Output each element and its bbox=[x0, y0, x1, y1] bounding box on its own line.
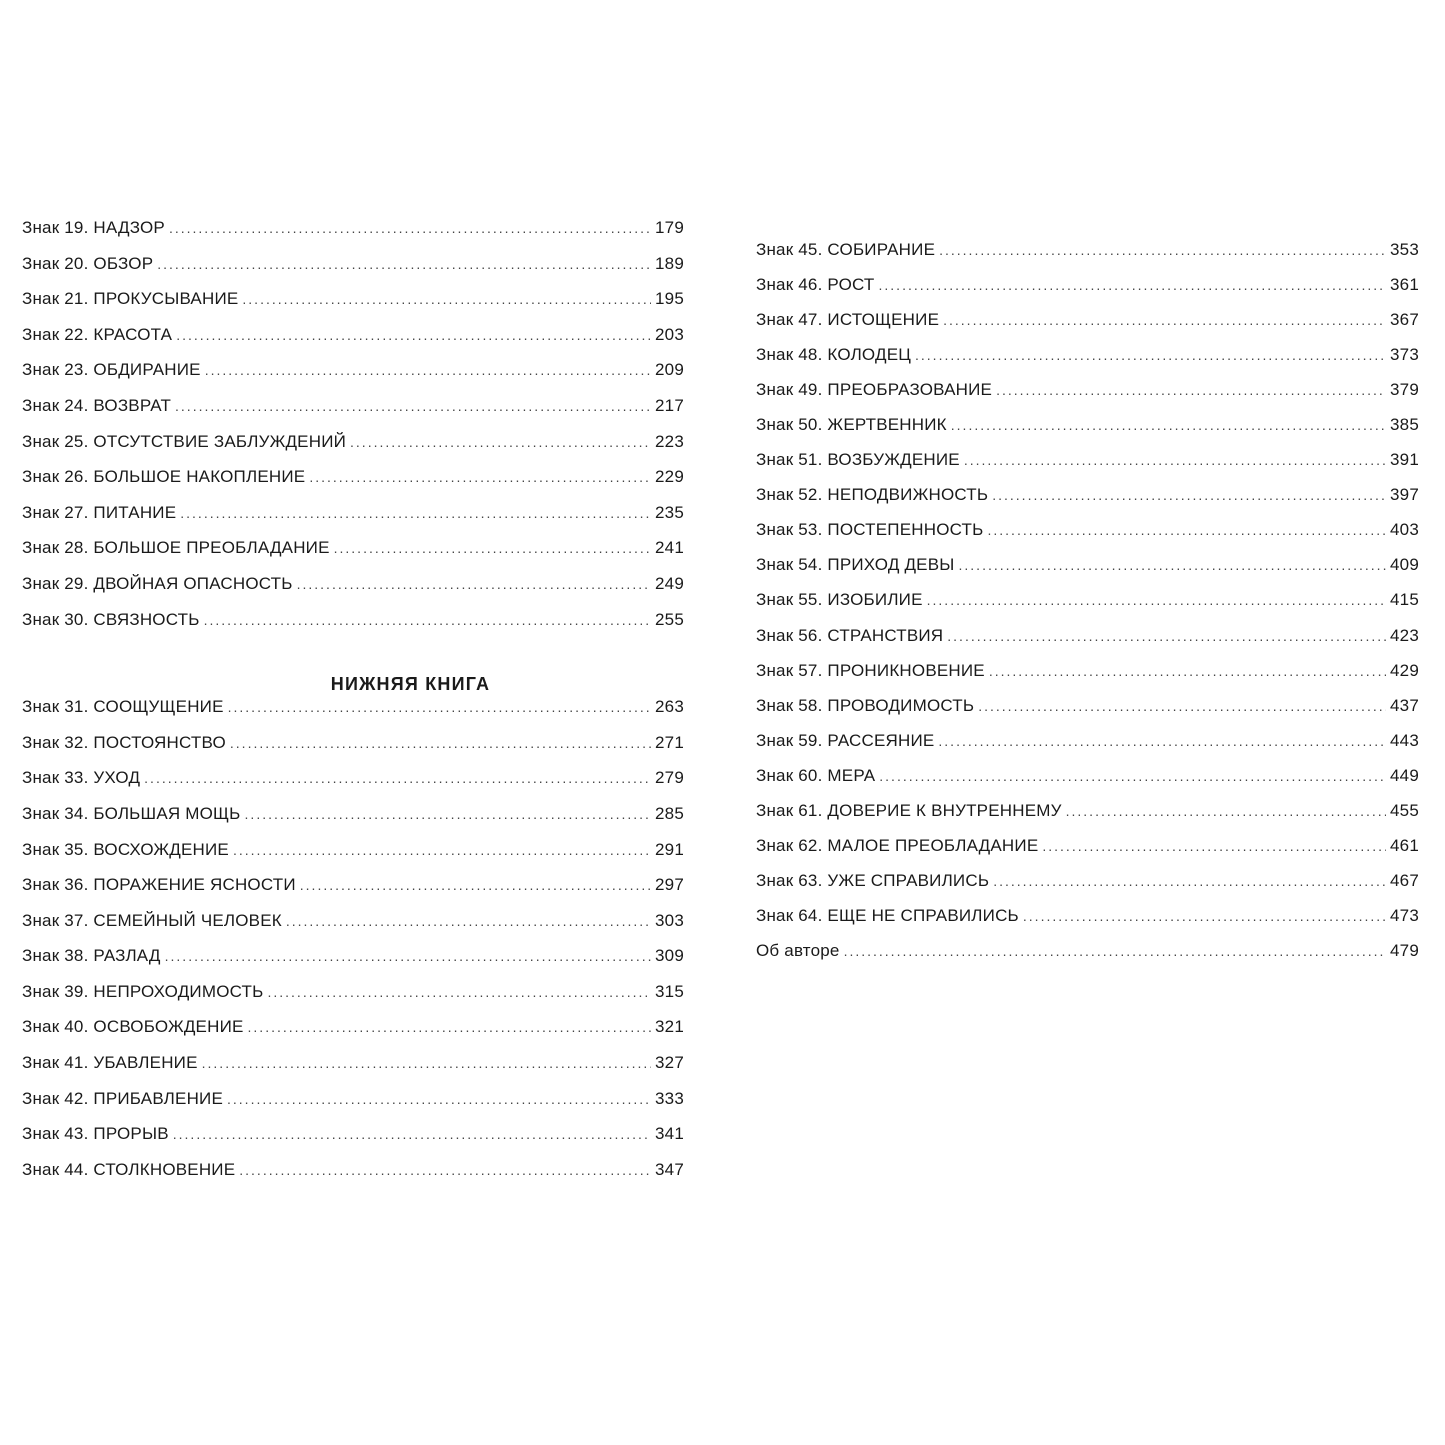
toc-entry-title: Знак 37. СЕМЕЙНЫЙ ЧЕЛОВЕК bbox=[22, 910, 282, 930]
toc-entry-page-number: 379 bbox=[1390, 380, 1419, 400]
toc-entry bbox=[22, 982, 684, 1018]
dot-leader bbox=[144, 770, 651, 786]
dot-leader bbox=[169, 220, 651, 236]
dot-leader bbox=[951, 417, 1386, 433]
toc-entry-title: Знак 41. УБАВЛЕНИЕ bbox=[22, 1053, 198, 1073]
toc-entry bbox=[22, 946, 684, 982]
toc-entry-page-number: 223 bbox=[655, 431, 684, 451]
toc-entry bbox=[22, 733, 684, 769]
toc-entry-page-number: 455 bbox=[1390, 800, 1419, 820]
toc-entry bbox=[22, 574, 684, 610]
toc-entry bbox=[22, 1017, 684, 1053]
toc-entry bbox=[756, 590, 1419, 625]
toc-entry-title: Знак 24. ВОЗВРАТ bbox=[22, 395, 172, 415]
toc-list-continued bbox=[756, 240, 1419, 976]
toc-entry-title: Знак 50. ЖЕРТВЕННИК bbox=[756, 415, 947, 435]
toc-entry-title: Знак 62. МАЛОЕ ПРЕОБЛАДАНИЕ bbox=[756, 835, 1039, 855]
dot-leader bbox=[939, 242, 1386, 258]
toc-entry-title: Знак 35. ВОСХОЖДЕНИЕ bbox=[22, 839, 229, 859]
dot-leader bbox=[943, 312, 1386, 328]
toc-entry-title: Знак 21. ПРОКУСЫВАНИЕ bbox=[22, 289, 239, 309]
dot-leader bbox=[175, 398, 651, 414]
toc-entry bbox=[22, 538, 684, 574]
toc-entry bbox=[756, 801, 1419, 836]
toc-right-column bbox=[756, 240, 1419, 976]
toc-entry bbox=[22, 768, 684, 804]
toc-list-upper-book bbox=[22, 218, 684, 645]
dot-leader bbox=[879, 277, 1387, 293]
toc-entry-page-number: 285 bbox=[655, 803, 684, 823]
toc-entry-page-number: 321 bbox=[655, 1017, 684, 1037]
dot-leader bbox=[248, 1019, 652, 1035]
toc-entry-page-number: 217 bbox=[655, 395, 684, 415]
toc-entry bbox=[756, 871, 1419, 906]
toc-entry-title: Знак 38. РАЗЛАД bbox=[22, 946, 161, 966]
toc-entry-page-number: 303 bbox=[655, 910, 684, 930]
dot-leader bbox=[180, 505, 651, 521]
toc-entry-title: Знак 53. ПОСТЕПЕННОСТЬ bbox=[756, 520, 984, 540]
toc-entry-page-number: 341 bbox=[655, 1124, 684, 1144]
toc-entry bbox=[756, 731, 1419, 766]
toc-entry bbox=[22, 1160, 684, 1196]
toc-entry bbox=[22, 911, 684, 947]
dot-leader bbox=[947, 628, 1386, 644]
toc-entry-title: Знак 33. УХОД bbox=[22, 768, 141, 788]
toc-entry-title: Знак 60. МЕРА bbox=[756, 765, 876, 785]
toc-entry bbox=[756, 766, 1419, 801]
dot-leader bbox=[978, 698, 1386, 714]
toc-entry-title: Знак 34. БОЛЬШАЯ МОЩЬ bbox=[22, 803, 241, 823]
toc-entry bbox=[22, 325, 684, 361]
toc-entry bbox=[756, 485, 1419, 520]
toc-entry-page-number: 385 bbox=[1390, 415, 1419, 435]
toc-entry-title: Знак 52. НЕПОДВИЖНОСТЬ bbox=[756, 485, 989, 505]
toc-entry bbox=[22, 804, 684, 840]
toc-entry-page-number: 315 bbox=[655, 981, 684, 1001]
toc-entry-page-number: 449 bbox=[1390, 765, 1419, 785]
toc-entry bbox=[756, 626, 1419, 661]
toc-entry-page-number: 437 bbox=[1390, 695, 1419, 715]
toc-entry-title: Знак 20. ОБЗОР bbox=[22, 253, 154, 273]
toc-entry-title: Знак 64. ЕЩЕ НЕ СПРАВИЛИСЬ bbox=[756, 905, 1019, 925]
toc-entry-page-number: 429 bbox=[1390, 660, 1419, 680]
toc-entry-page-number: 397 bbox=[1390, 485, 1419, 505]
toc-entry-title: Знак 30. СВЯЗНОСТЬ bbox=[22, 609, 200, 629]
toc-entry bbox=[22, 1089, 684, 1125]
toc-entry bbox=[22, 610, 684, 646]
toc-entry-title: Знак 28. БОЛЬШОЕ ПРЕОБЛАДАНИЕ bbox=[22, 538, 330, 558]
toc-entry bbox=[756, 310, 1419, 345]
toc-entry bbox=[756, 520, 1419, 555]
dot-leader bbox=[1023, 908, 1386, 924]
dot-leader bbox=[205, 362, 651, 378]
toc-entry-page-number: 353 bbox=[1390, 240, 1419, 259]
toc-entry-page-number: 297 bbox=[655, 875, 684, 895]
toc-entry-page-number: 473 bbox=[1390, 905, 1419, 925]
toc-entry-title: Знак 27. ПИТАНИЕ bbox=[22, 502, 177, 522]
toc-entry-page-number: 361 bbox=[1390, 275, 1419, 295]
dot-leader bbox=[202, 1055, 651, 1071]
toc-entry-title: Знак 48. КОЛОДЕЦ bbox=[756, 345, 912, 365]
toc-entry bbox=[756, 661, 1419, 696]
toc-entry-page-number: 409 bbox=[1390, 555, 1419, 575]
toc-entry-page-number: 241 bbox=[655, 538, 684, 558]
dot-leader bbox=[1066, 803, 1386, 819]
toc-entry bbox=[756, 450, 1419, 485]
toc-entry-page-number: 189 bbox=[655, 253, 684, 273]
toc-entry-page-number: 415 bbox=[1390, 590, 1419, 610]
toc-entry-page-number: 403 bbox=[1390, 520, 1419, 540]
toc-entry bbox=[22, 1053, 684, 1089]
toc-entry-title: Знак 36. ПОРАЖЕНИЕ ЯСНОСТИ bbox=[22, 875, 296, 895]
dot-leader bbox=[242, 291, 651, 307]
toc-entry bbox=[22, 360, 684, 396]
toc-entry-page-number: 373 bbox=[1390, 345, 1419, 365]
dot-leader bbox=[233, 842, 651, 858]
toc-entry bbox=[756, 240, 1419, 275]
dot-leader bbox=[879, 768, 1386, 784]
toc-entry bbox=[22, 396, 684, 432]
toc-entry-title: Знак 32. ПОСТОЯНСТВО bbox=[22, 732, 226, 752]
dot-leader bbox=[915, 347, 1386, 363]
toc-entry-page-number: 327 bbox=[655, 1053, 684, 1073]
toc-entry-title: Знак 61. ДОВЕРИЕ К ВНУТРЕННЕМУ bbox=[756, 800, 1062, 820]
toc-entry-title: Знак 45. СОБИРАНИЕ bbox=[756, 240, 936, 259]
toc-entry bbox=[756, 380, 1419, 415]
dot-leader bbox=[350, 434, 651, 450]
toc-entry-title: Знак 22. КРАСОТА bbox=[22, 324, 173, 344]
toc-entry-page-number: 347 bbox=[655, 1159, 684, 1179]
toc-entry-title: Знак 43. ПРОРЫВ bbox=[22, 1124, 169, 1144]
toc-entry bbox=[22, 432, 684, 468]
dot-leader bbox=[165, 948, 651, 964]
toc-entry-title: Знак 51. ВОЗБУЖДЕНИЕ bbox=[756, 450, 960, 470]
dot-leader bbox=[334, 540, 651, 556]
toc-entry-title: Знак 19. НАДЗОР bbox=[22, 218, 165, 237]
toc-entry-page-number: 291 bbox=[655, 839, 684, 859]
toc-entry-page-number: 263 bbox=[655, 697, 684, 717]
toc-entry-title: Знак 44. СТОЛКНОВЕНИЕ bbox=[22, 1159, 236, 1179]
toc-entry-title: Знак 58. ПРОВОДИМОСТЬ bbox=[756, 695, 975, 715]
toc-entry-title: Знак 49. ПРЕОБРАЗОВАНИЕ bbox=[756, 380, 993, 400]
dot-leader bbox=[964, 452, 1386, 468]
toc-entry bbox=[756, 696, 1419, 731]
toc-entry-title: Об авторе bbox=[756, 940, 840, 960]
dot-leader bbox=[173, 1126, 651, 1142]
toc-entry-page-number: 235 bbox=[655, 502, 684, 522]
section-heading: НИЖНЯЯ КНИГА bbox=[330, 674, 491, 695]
dot-leader bbox=[297, 576, 651, 592]
toc-entry bbox=[22, 503, 684, 539]
toc-entry-page-number: 461 bbox=[1390, 835, 1419, 855]
toc-entry bbox=[756, 555, 1419, 590]
toc-entry bbox=[756, 275, 1419, 310]
toc-entry-page-number: 479 bbox=[1390, 940, 1419, 960]
toc-entry-page-number: 279 bbox=[655, 768, 684, 788]
dot-leader bbox=[927, 592, 1386, 608]
toc-entry-page-number: 249 bbox=[655, 573, 684, 593]
toc-entry-page-number: 367 bbox=[1390, 310, 1419, 330]
toc-entry-page-number: 203 bbox=[655, 324, 684, 344]
toc-entry-title: Знак 47. ИСТОЩЕНИЕ bbox=[756, 310, 940, 330]
toc-entry-page-number: 271 bbox=[655, 732, 684, 752]
toc-entry bbox=[756, 941, 1419, 976]
toc-entry-title: Знак 40. ОСВОБОЖДЕНИЕ bbox=[22, 1017, 244, 1037]
dot-leader bbox=[230, 735, 651, 751]
toc-entry-title: Знак 59. РАССЕЯНИЕ bbox=[756, 730, 935, 750]
toc-entry-title: Знак 56. СТРАНСТВИЯ bbox=[756, 625, 944, 645]
toc-entry-page-number: 423 bbox=[1390, 625, 1419, 645]
toc-entry bbox=[22, 289, 684, 325]
dot-leader bbox=[1042, 838, 1386, 854]
dot-leader bbox=[992, 487, 1386, 503]
toc-entry bbox=[22, 1124, 684, 1160]
toc-entry bbox=[22, 467, 684, 503]
dot-leader bbox=[844, 943, 1386, 959]
dot-leader bbox=[157, 256, 651, 272]
toc-entry-page-number: 195 bbox=[655, 289, 684, 309]
toc-entry-page-number: 209 bbox=[655, 360, 684, 380]
toc-entry-title: Знак 39. НЕПРОХОДИМОСТЬ bbox=[22, 981, 264, 1001]
toc-entry-title: Знак 23. ОБДИРАНИЕ bbox=[22, 360, 201, 380]
dot-leader bbox=[239, 1162, 651, 1178]
toc-list-lower-book bbox=[22, 697, 684, 1195]
toc-entry-title: Знак 29. ДВОЙНАЯ ОПАСНОСТЬ bbox=[22, 573, 293, 593]
toc-entry-title: Знак 63. УЖЕ СПРАВИЛИСЬ bbox=[756, 870, 990, 890]
dot-leader bbox=[227, 1091, 651, 1107]
dot-leader bbox=[309, 469, 651, 485]
toc-entry-page-number: 229 bbox=[655, 467, 684, 487]
toc-entry-title: Знак 55. ИЗОБИЛИЕ bbox=[756, 590, 923, 610]
toc-entry-title: Знак 25. ОТСУТСТВИЕ ЗАБЛУЖДЕНИЙ bbox=[22, 431, 347, 451]
toc-left-column bbox=[22, 218, 684, 1195]
dot-leader bbox=[988, 522, 1387, 538]
toc-entry-title: Знак 42. ПРИБАВЛЕНИЕ bbox=[22, 1088, 224, 1108]
toc-entry bbox=[22, 697, 684, 733]
toc-entry-page-number: 333 bbox=[655, 1088, 684, 1108]
toc-entry bbox=[22, 218, 684, 254]
toc-entry-page-number: 443 bbox=[1390, 730, 1419, 750]
dot-leader bbox=[938, 733, 1386, 749]
toc-entry bbox=[22, 840, 684, 876]
dot-leader bbox=[176, 327, 651, 343]
toc-entry-title: Знак 31. СООЩУЩЕНИЕ bbox=[22, 697, 224, 717]
dot-leader bbox=[286, 913, 651, 929]
toc-entry bbox=[756, 906, 1419, 941]
toc-entry-title: Знак 46. РОСТ bbox=[756, 275, 875, 295]
dot-leader bbox=[300, 877, 651, 893]
toc-entry-page-number: 309 bbox=[655, 946, 684, 966]
toc-entry bbox=[756, 836, 1419, 871]
dot-leader bbox=[989, 663, 1386, 679]
toc-entry bbox=[22, 875, 684, 911]
toc-entry bbox=[756, 415, 1419, 450]
dot-leader bbox=[245, 806, 651, 822]
toc-entry bbox=[756, 345, 1419, 380]
toc-entry-page-number: 391 bbox=[1390, 450, 1419, 470]
toc-entry-page-number: 255 bbox=[655, 609, 684, 629]
toc-entry-title: Знак 54. ПРИХОД ДЕВЫ bbox=[756, 555, 955, 575]
toc-entry bbox=[22, 254, 684, 290]
dot-leader bbox=[228, 699, 651, 715]
toc-entry-title: Знак 57. ПРОНИКНОВЕНИЕ bbox=[756, 660, 985, 680]
dot-leader bbox=[204, 612, 651, 628]
toc-entry-page-number: 467 bbox=[1390, 870, 1419, 890]
dot-leader bbox=[267, 984, 651, 1000]
toc-entry-title: Знак 26. БОЛЬШОЕ НАКОПЛЕНИЕ bbox=[22, 467, 306, 487]
dot-leader bbox=[996, 382, 1386, 398]
dot-leader bbox=[959, 557, 1387, 573]
dot-leader bbox=[993, 873, 1386, 889]
toc-entry-page-number: 179 bbox=[655, 218, 684, 237]
